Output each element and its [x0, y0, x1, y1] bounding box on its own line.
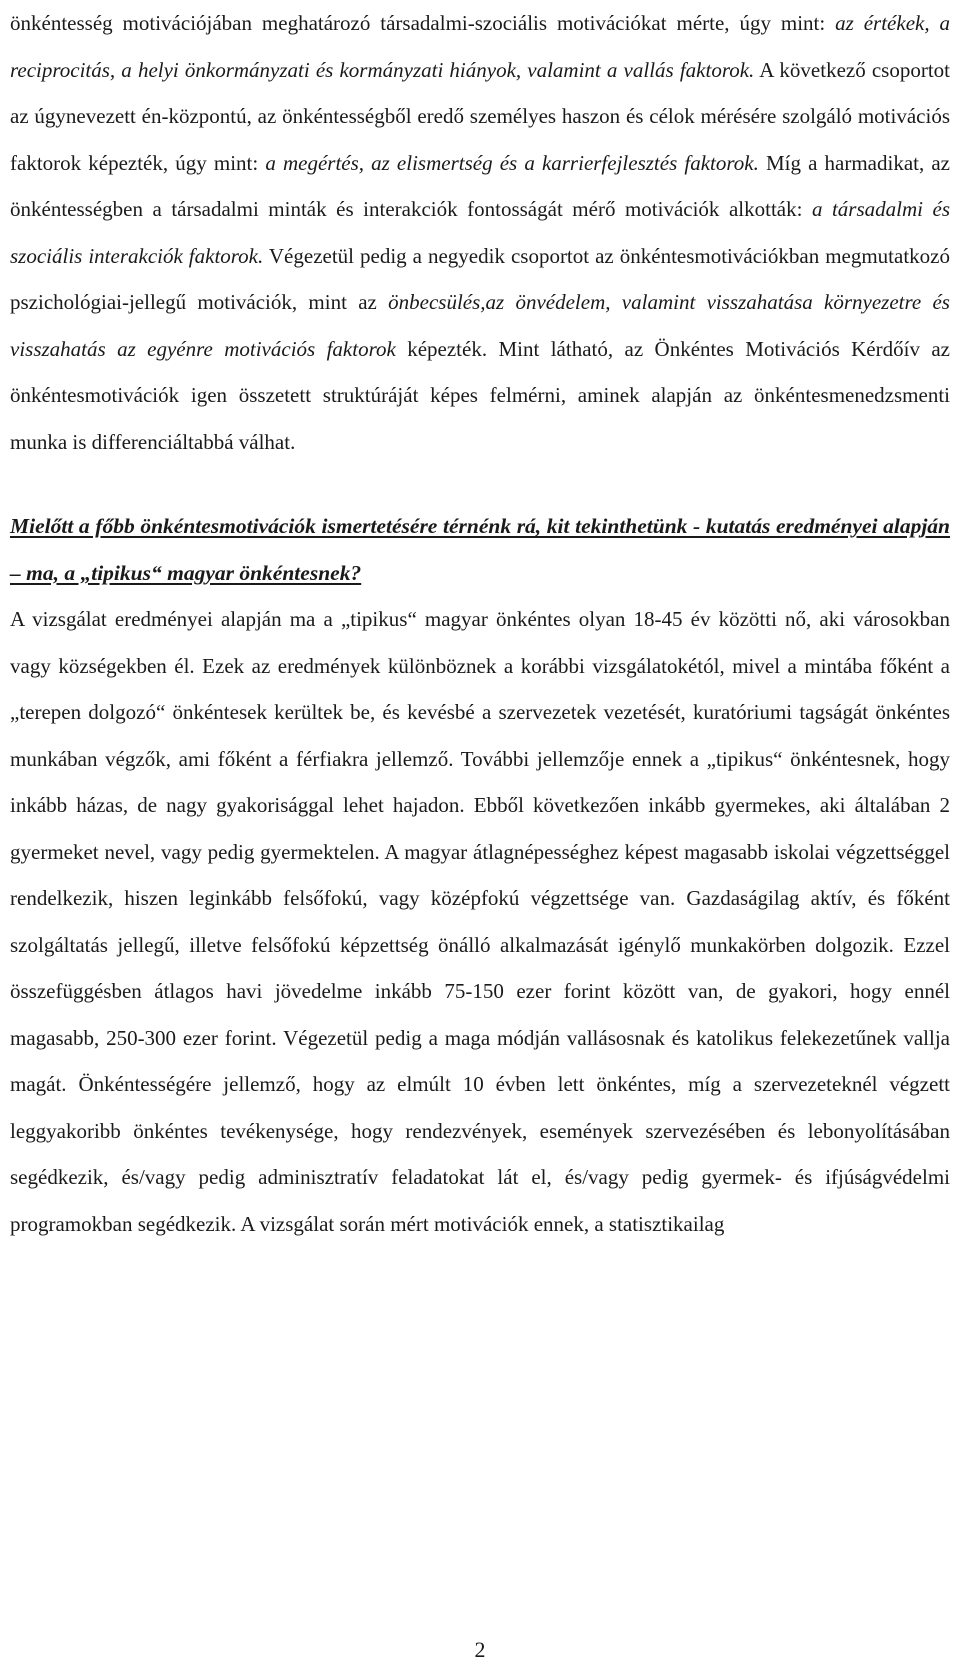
italic-phrase: önbecsülés,az önvédelem, valamint visszahatása környezetre és visszahatás az egyénre motivációs faktorok	[10, 290, 950, 361]
text-run: Végezetül pedig a negyedik csoportot az önkéntesmotivációkban megmutatkozó pszichológiai-jellegű motivációk, mint az	[10, 243, 950, 314]
page-number: 2	[474, 1637, 486, 1662]
paragraph-motivation-factors	[10, 0, 950, 465]
text-run: képezték. Mint látható, az Önkéntes Motivációs Kérdőív az önkéntesmotivációk igen összetett struktúráját képes felmérni, aminek alapján az önkéntesmenedzsmenti munka is differenciáltabbá válhat.	[10, 336, 950, 454]
section-question-heading	[10, 503, 950, 596]
document-page	[10, 0, 950, 1247]
italic-phrase: a társadalmi és szociális interakciók faktorok.	[10, 197, 950, 268]
text-run: Míg a harmadikat, az önkéntességben a társadalmi minták és interakciók fontosságát mérő motivációk alkották:	[10, 150, 950, 221]
paragraph-typical-volunteer: A vizsgálat eredményei alapján ma a „tipikus“ magyar önkéntes olyan 18-45 év közötti nő, aki városokban vagy községekben él. Ezek az eredmények különböznek a korábbi vizsgálatokétól, mivel a mintába főként a „terepen dolgozó“ önkéntesek kerültek be, és kevésbé a szervezetek vezetését, kuratóriumi tagságát önkéntes munkában végzők, ami főként a férfiakra jellemző. További jellemzője ennek a „tipikus“ önkéntesnek, hogy inkább házas, de nagy gyakorisággal lehet hajadon. Ebből következően inkább gyermekes, aki általában 2 gyermeket nevel, vagy pedig gyermektelen. A magyar átlagnépességhez képest magasabb iskolai végzettséggel rendelkezik, hiszen leginkább felsőfokú, vagy középfokú végzettsége van. Gazdaságilag aktív, és főként szolgáltatás jellegű, illetve felsőfokú képzettség önálló alkalmazását igénylő munkakörben dolgozik. Ezzel összefüggésben átlagos havi jövedelme inkább 75-150 ezer forint között van, de gyakori, hogy ennél magasabb, 250-300 ezer forint. Végezetül pedig a maga módján vallásosnak és katolikus felekezetűnek vallja magát. Önkéntességére jellemző, hogy az elmúlt 10 évben lett önkéntes, míg a szervezeteknél végzett leggyakoribb önkéntes tevékenysége, hogy rendezvények, események szervezésében és lebonyolításában segédkezik, és/vagy pedig adminisztratív feladatokat lát el, és/vagy pedig gyermek- és ifjúságvédelmi programokban segédkezik. A vizsgálat során mért motivációk ennek, a statisztikailag	[10, 607, 950, 1236]
italic-phrase: a megértés, az elismertség és a karrierfejlesztés faktorok.	[265, 150, 759, 175]
text-run: önkéntesség motivációjában meghatározó társadalmi-szociális motivációkat mérte, úgy mint:	[10, 11, 836, 35]
italic-phrase: az értékek, a reciprocitás, a helyi önkormányzati és kormányzati hiányok, valamint a vallás faktorok.	[10, 11, 950, 82]
text-run: A következő csoportot az úgynevezett én-központú, az önkéntességből eredő személyes haszon és célok mérésére szolgáló motivációs faktorok képezték, úgy mint:	[10, 57, 950, 175]
heading-text: Mielőtt a főbb önkéntesmotivációk ismertetésére térnénk rá, kit tekinthetünk - kutatás eredményei alapján – ma, a „tipikus“ magyar önkéntesnek?	[10, 514, 950, 585]
